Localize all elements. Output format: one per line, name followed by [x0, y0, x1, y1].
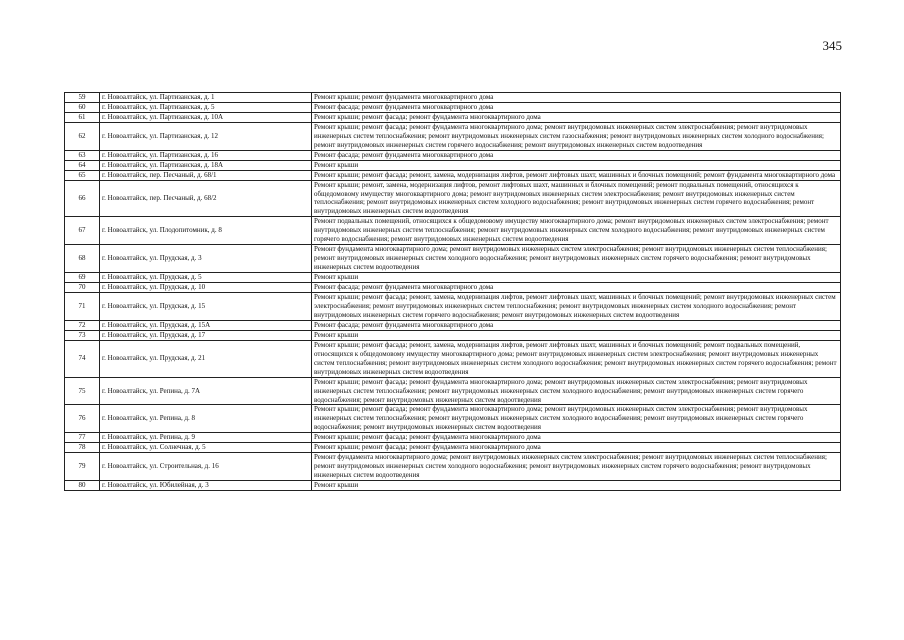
table-row [65, 433, 841, 443]
row-number-cell: 76 [65, 405, 100, 433]
works-cell: Ремонт крыши [312, 481, 841, 491]
works-cell: Ремонт крыши; ремонт фасада; ремонт, замена, модернизация лифтов, ремонт лифтовых шахт, машинных и блочных помещений; ремонт фундамента многоквартирного дома [312, 170, 841, 180]
address-cell: г. Новоалтайск, ул. Репина, д. 8 [100, 405, 312, 433]
table-row [65, 102, 841, 112]
works-cell: Ремонт подвальных помещений, относящихся к общедомовому имуществу многоквартирного дома; ремонт внутридомовых инженерных систем электроснабжения; ремонт внутридомовых инженерных систем теплоснабжения; ремонт внутридомовых инженерных систем холодного водоснабжения; ремонт внутридомовых инженерных систем горячего водоснабжения; ремонт внутридомовых инженерных систем водоотведения [312, 217, 841, 245]
address-cell: г. Новоалтайск, ул. Партизанская, д. 10А [100, 112, 312, 122]
table-row [65, 377, 841, 405]
table-row [65, 443, 841, 453]
address-cell: г. Новоалтайск, ул. Строительная, д. 16 [100, 453, 312, 481]
table-row [65, 150, 841, 160]
address-cell: г. Новоалтайск, ул. Солнечная, д. 5 [100, 443, 312, 453]
row-number-cell: 74 [65, 340, 100, 377]
address-cell: г. Новоалтайск, ул. Партизанская, д. 16 [100, 150, 312, 160]
works-cell: Ремонт крыши; ремонт фасада; ремонт, замена, модернизация лифтов, ремонт лифтовых шахт, машинных и блочных помещений; ремонт подвальных помещений, относящихся к общедомовому имуществу многоквартирного дома; ремонт внутридомовых инженерных систем электроснабжения; ремонт внутридомовых инженерных систем теплоснабжения; ремонт внутридомовых инженерных систем холодного водоснабжения; ремонт внутридомовых инженерных систем горячего водоснабжения; ремонт внутридомовых инженерных систем водоотведения [312, 340, 841, 377]
table-row [65, 217, 841, 245]
table-row [65, 170, 841, 180]
address-cell: г. Новоалтайск, ул. Прудская, д. 15А [100, 320, 312, 330]
repair-registry-table [64, 92, 841, 491]
row-number-cell: 63 [65, 150, 100, 160]
table-row [65, 330, 841, 340]
table-row [65, 293, 841, 321]
table-row [65, 273, 841, 283]
address-cell: г. Новоалтайск, ул. Партизанская, д. 5 [100, 102, 312, 112]
row-number-cell: 69 [65, 273, 100, 283]
row-number-cell: 70 [65, 283, 100, 293]
row-number-cell: 71 [65, 293, 100, 321]
works-cell: Ремонт крыши; ремонт фасада; ремонт фундамента многоквартирного дома [312, 433, 841, 443]
row-number-cell: 59 [65, 93, 100, 103]
table-row [65, 320, 841, 330]
row-number-cell: 78 [65, 443, 100, 453]
table-row [65, 283, 841, 293]
row-number-cell: 68 [65, 245, 100, 273]
address-cell: г. Новоалтайск, ул. Прудская, д. 10 [100, 283, 312, 293]
address-cell: г. Новоалтайск, ул. Плодопитомник, д. 8 [100, 217, 312, 245]
works-cell: Ремонт фасада; ремонт фундамента многоквартирного дома [312, 320, 841, 330]
works-cell: Ремонт фасада; ремонт фундамента многоквартирного дома [312, 102, 841, 112]
row-number-cell: 77 [65, 433, 100, 443]
address-cell: г. Новоалтайск, ул. Партизанская, д. 12 [100, 122, 312, 150]
address-cell: г. Новоалтайск, ул. Репина, д. 7А [100, 377, 312, 405]
row-number-cell: 67 [65, 217, 100, 245]
works-cell: Ремонт крыши; ремонт фасада; ремонт, замена, модернизация лифтов, ремонт лифтовых шахт, машинных и блочных помещений; ремонт внутридомовых инженерных систем электроснабжения; ремонт внутридомовых инженерных систем теплоснабжения; ремонт внутридомовых инженерных систем холодного водоснабжения; ремонт внутридомовых инженерных систем горячего водоснабжения; ремонт внутридомовых инженерных систем водоотведения [312, 293, 841, 321]
works-cell: Ремонт фасада; ремонт фундамента многоквартирного дома [312, 283, 841, 293]
table-row [65, 160, 841, 170]
row-number-cell: 79 [65, 453, 100, 481]
row-number-cell: 60 [65, 102, 100, 112]
table-row [65, 112, 841, 122]
table-row [65, 122, 841, 150]
row-number-cell: 62 [65, 122, 100, 150]
table-row [65, 453, 841, 481]
works-cell: Ремонт крыши [312, 273, 841, 283]
row-number-cell: 64 [65, 160, 100, 170]
works-cell: Ремонт крыши [312, 160, 841, 170]
works-cell: Ремонт фасада; ремонт фундамента многоквартирного дома [312, 150, 841, 160]
works-cell: Ремонт крыши; ремонт фасада; ремонт фундамента многоквартирного дома; ремонт внутридомовых инженерных систем электроснабжения; ремонт внутридомовых инженерных систем теплоснабжения; ремонт внутридомовых инженерных систем холодного водоснабжения; ремонт внутридомовых инженерных систем горячего водоснабжения; ремонт внутридомовых инженерных систем водоотведения [312, 377, 841, 405]
page-number: 345 [822, 38, 842, 53]
works-cell: Ремонт фундамента многоквартирного дома; ремонт внутридомовых инженерных систем электроснабжения; ремонт внутридомовых инженерных систем теплоснабжения; ремонт внутридомовых инженерных систем холодного водоснабжения; ремонт внутридомовых инженерных систем горячего водоснабжения; ремонт внутридомовых инженерных систем водоотведения [312, 453, 841, 481]
works-cell: Ремонт крыши; ремонт фасада; ремонт фундамента многоквартирного дома [312, 443, 841, 453]
address-cell: г. Новоалтайск, пер. Песчаный, д. 68/2 [100, 180, 312, 217]
row-number-cell: 73 [65, 330, 100, 340]
row-number-cell: 66 [65, 180, 100, 217]
row-number-cell: 80 [65, 481, 100, 491]
works-cell: Ремонт фундамента многоквартирного дома; ремонт внутридомовых инженерных систем электроснабжения; ремонт внутридомовых инженерных систем теплоснабжения; ремонт внутридомовых инженерных систем холодного водоснабжения; ремонт внутридомовых инженерных систем горячего водоснабжения; ремонт внутридомовых инженерных систем водоотведения [312, 245, 841, 273]
address-cell: г. Новоалтайск, ул. Партизанская, д. 18А [100, 160, 312, 170]
row-number-cell: 61 [65, 112, 100, 122]
address-cell: г. Новоалтайск, ул. Прудская, д. 15 [100, 293, 312, 321]
table-row [65, 405, 841, 433]
works-cell: Ремонт крыши; ремонт фасада; ремонт фундамента многоквартирного дома; ремонт внутридомовых инженерных систем электроснабжения; ремонт внутридомовых инженерных систем теплоснабжения; ремонт внутридомовых инженерных систем газоснабжения; ремонт внутридомовых инженерных систем холодного водоснабжения; ремонт внутридомовых инженерных систем горячего водоснабжения; ремонт внутридомовых инженерных систем водоотведения [312, 122, 841, 150]
address-cell: г. Новоалтайск, ул. Прудская, д. 5 [100, 273, 312, 283]
table-row [65, 340, 841, 377]
row-number-cell: 75 [65, 377, 100, 405]
works-cell: Ремонт крыши; ремонт фасада; ремонт фундамента многоквартирного дома [312, 112, 841, 122]
table-row [65, 180, 841, 217]
works-cell: Ремонт крыши; ремонт фундамента многоквартирного дома [312, 93, 841, 103]
address-cell: г. Новоалтайск, ул. Прудская, д. 21 [100, 340, 312, 377]
address-cell: г. Новоалтайск, пер. Песчаный, д. 68/1 [100, 170, 312, 180]
table-row [65, 245, 841, 273]
address-cell: г. Новоалтайск, ул. Юбилейная, д. 3 [100, 481, 312, 491]
works-cell: Ремонт крыши [312, 330, 841, 340]
row-number-cell: 65 [65, 170, 100, 180]
address-cell: г. Новоалтайск, ул. Репина, д. 9 [100, 433, 312, 443]
address-cell: г. Новоалтайск, ул. Прудская, д. 3 [100, 245, 312, 273]
table-row [65, 481, 841, 491]
works-cell: Ремонт крыши; ремонт, замена, модернизация лифтов, ремонт лифтовых шахт, машинных и блочных помещений; ремонт подвальных помещений, относящихся к общедомовому имуществу многоквартирного дома; ремонт внутридомовых инженерных систем электроснабжения; ремонт внутридомовых инженерных систем теплоснабжения; ремонт внутридомовых инженерных систем холодного водоснабжения; ремонт внутридомовых инженерных систем горячего водоснабжения; ремонт внутридомовых инженерных систем водоотведения [312, 180, 841, 217]
works-cell: Ремонт крыши; ремонт фасада; ремонт фундамента многоквартирного дома; ремонт внутридомовых инженерных систем электроснабжения; ремонт внутридомовых инженерных систем теплоснабжения; ремонт внутридомовых инженерных систем холодного водоснабжения; ремонт внутридомовых инженерных систем горячего водоснабжения; ремонт внутридомовых инженерных систем водоотведения [312, 405, 841, 433]
row-number-cell: 72 [65, 320, 100, 330]
table-body [65, 93, 841, 491]
address-cell: г. Новоалтайск, ул. Партизанская, д. 1 [100, 93, 312, 103]
address-cell: г. Новоалтайск, ул. Прудская, д. 17 [100, 330, 312, 340]
table-row [65, 93, 841, 103]
